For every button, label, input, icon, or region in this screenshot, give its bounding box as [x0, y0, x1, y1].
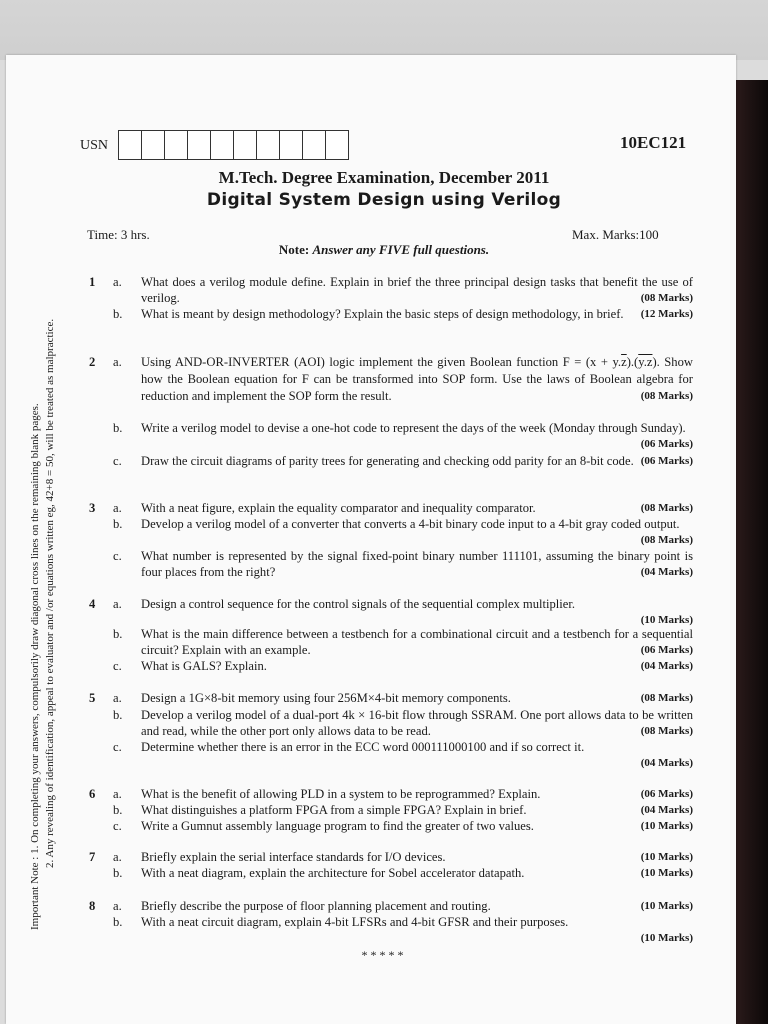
part-marks: (06 Marks) [640, 455, 693, 467]
subject-title: Digital System Design using Verilog [206, 190, 562, 210]
part-marks: (08 Marks) [640, 725, 693, 737]
max-marks-label: Max. Marks:100 [572, 227, 659, 242]
part-letter: c. [113, 549, 122, 563]
question-number: 7 [89, 850, 96, 864]
usn-box [118, 130, 142, 160]
part-marks: (06 Marks) [640, 644, 693, 656]
question-part [113, 898, 693, 914]
part-letter: c. [113, 740, 122, 754]
part-text: Briefly describe the purpose of floor planning placement and routing. [141, 899, 491, 913]
question-part [113, 707, 693, 739]
subject-code: 10EC121 [620, 133, 687, 152]
part-text: With a neat figure, explain the equality comparator and inequality comparator. [141, 501, 536, 515]
question-number: 5 [89, 691, 96, 705]
question-number: 3 [89, 501, 96, 515]
important-note-line-2: 2. Any revealing of identification, appeal to evaluator and /or equations written eg, 42+8 = 50, will be treated as malpractice. [44, 318, 56, 868]
part-marks: (08 Marks) [640, 502, 693, 514]
part-text: Draw the circuit diagrams of parity trees for generating and checking odd parity for an 8-bit code. [141, 454, 634, 468]
part-marks: (08 Marks) [640, 692, 693, 704]
question-part [113, 914, 693, 946]
usn-box [233, 130, 257, 160]
part-letter: b. [113, 708, 123, 722]
question-part [113, 500, 693, 516]
question-part [113, 306, 693, 322]
part-text: What is GALS? Explain. [141, 659, 267, 673]
part-text: What is the benefit of allowing PLD in a system to be reprogrammed? Explain. [141, 787, 541, 801]
part-letter: a. [113, 275, 122, 289]
usn-box [164, 130, 188, 160]
part-text: Write a Gumnut assembly language program to find the greater of two values. [141, 819, 534, 833]
exam-title: M.Tech. Degree Examination, December 2011 [218, 168, 550, 187]
question-part [113, 354, 693, 405]
part-text: With a neat diagram, explain the architecture for Sobel accelerator datapath. [141, 866, 525, 880]
note-label: Note: [278, 242, 310, 257]
question-part [113, 420, 693, 452]
part-text: Design a control sequence for the control signals of the sequential complex multiplier. [141, 597, 576, 611]
part-marks: (04 Marks) [640, 757, 693, 769]
usn-box [279, 130, 303, 160]
part-letter: a. [113, 597, 122, 611]
part-letter: b. [113, 915, 123, 929]
part-marks: (10 Marks) [640, 820, 693, 832]
part-text: Develop a verilog model of a converter that converts a 4-bit binary code input to a 4-bit gray coded output. [141, 517, 680, 531]
usn-box [302, 130, 326, 160]
question-part [113, 453, 693, 469]
part-letter: a. [113, 501, 122, 515]
question-number: 8 [89, 899, 96, 913]
part-text: Determine whether there is an error in the ECC word 000111000100 and if so correct it. [141, 740, 585, 754]
usn-box [141, 130, 165, 160]
part-letter: b. [113, 421, 123, 435]
usn-box [210, 130, 234, 160]
question-part [113, 786, 693, 802]
background-dark-edge [736, 80, 768, 1024]
question-part [113, 818, 693, 834]
part-letter: a. [113, 787, 122, 801]
question-part [113, 274, 693, 306]
part-text: Using AND-OR-INVERTER (AOI) logic implement the given Boolean function F = (x + y. [141, 355, 622, 369]
question-part [113, 739, 693, 771]
part-letter: a. [113, 899, 122, 913]
usn-boxes [118, 130, 348, 160]
part-text: With a neat circuit diagram, explain 4-bit LFSRs and 4-bit GFSR and their purposes. [141, 915, 569, 929]
part-marks: (06 Marks) [640, 788, 693, 800]
part-text: What number is represented by the signal fixed-point binary number 111101, assuming the binary point is four places from the right? [141, 549, 693, 579]
yz-complement: y.z [638, 355, 653, 369]
time-label: Time: 3 hrs. [87, 227, 150, 242]
part-letter: b. [113, 517, 123, 531]
question-part [113, 596, 693, 628]
part-letter: a. [113, 355, 122, 369]
part-marks: (12 Marks) [640, 308, 693, 320]
part-marks: (08 Marks) [640, 292, 693, 304]
usn-box [187, 130, 211, 160]
question-part [113, 626, 693, 658]
part-text: ). Show how the Boolean equation for F can be transformed into SOP form. Use the laws of Boolean algebra for reduction and implement the SOP form the result. [141, 355, 693, 403]
part-marks: (04 Marks) [640, 804, 693, 816]
part-letter: b. [113, 307, 123, 321]
part-marks: (04 Marks) [640, 566, 693, 578]
part-text: Write a verilog model to devise a one-hot code to represent the days of the week (Monday through Sunday). [141, 421, 686, 435]
part-text: What distinguishes a platform FPGA from a simple FPGA? Explain in brief. [141, 803, 527, 817]
part-marks: (10 Marks) [640, 851, 693, 863]
question-part [113, 690, 693, 706]
question-part [113, 548, 693, 580]
part-letter: a. [113, 850, 122, 864]
part-marks: (10 Marks) [640, 867, 693, 879]
note-text: Answer any FIVE full questions. [312, 242, 490, 257]
question-part [113, 516, 693, 548]
part-text: What does a verilog module define. Explain in brief the three principal design tasks that benefit the use of verilog. [141, 275, 693, 305]
question-number: 6 [89, 787, 96, 801]
part-letter: b. [113, 627, 123, 641]
usn-label: USN [80, 138, 109, 153]
part-text: Design a 1G×8-bit memory using four 256M×4-bit memory components. [141, 691, 511, 705]
important-note-line-1: Important Note : 1. On completing your answers, compulsorily draw diagonal cross lines on the remaining blank pages. [29, 403, 41, 930]
part-marks: (08 Marks) [640, 390, 693, 402]
part-letter: c. [113, 819, 122, 833]
end-marker: ***** [361, 948, 407, 962]
part-marks: (06 Marks) [640, 438, 693, 450]
part-letter: c. [113, 454, 122, 468]
part-text: What is the main difference between a testbench for a combinational circuit and a testbench for a sequential circuit? Explain with an example. [141, 627, 693, 657]
part-letter: b. [113, 866, 123, 880]
background-surface [0, 0, 768, 60]
usn-box [256, 130, 280, 160]
part-text: Develop a verilog model of a dual-port 4k × 16-bit flow through SSRAM. One port allows data to be written and read, while the other port only allows data to be read. [141, 708, 693, 738]
z-complement: $\overline{z}$ [621, 355, 627, 369]
part-text: What is meant by design methodology? Explain the basic steps of design methodology, in brief. [141, 307, 624, 321]
question-number: 4 [89, 597, 96, 611]
part-letter: b. [113, 803, 123, 817]
question-part [113, 849, 693, 865]
part-marks: (08 Marks) [640, 534, 693, 546]
part-marks: (10 Marks) [640, 932, 693, 944]
question-part [113, 802, 693, 818]
part-text: ).( [626, 355, 639, 369]
part-marks: (10 Marks) [640, 614, 693, 626]
part-letter: c. [113, 659, 122, 673]
part-marks: (04 Marks) [640, 660, 693, 672]
part-letter: a. [113, 691, 122, 705]
question-part [113, 658, 693, 674]
question-part [113, 865, 693, 881]
instructions-note [0, 242, 768, 258]
part-text: Briefly explain the serial interface standards for I/O devices. [141, 850, 446, 864]
important-note [28, 319, 58, 930]
usn-box [325, 130, 349, 160]
part-marks: (10 Marks) [640, 900, 693, 912]
question-number: 1 [89, 275, 96, 289]
question-number: 2 [89, 355, 96, 369]
